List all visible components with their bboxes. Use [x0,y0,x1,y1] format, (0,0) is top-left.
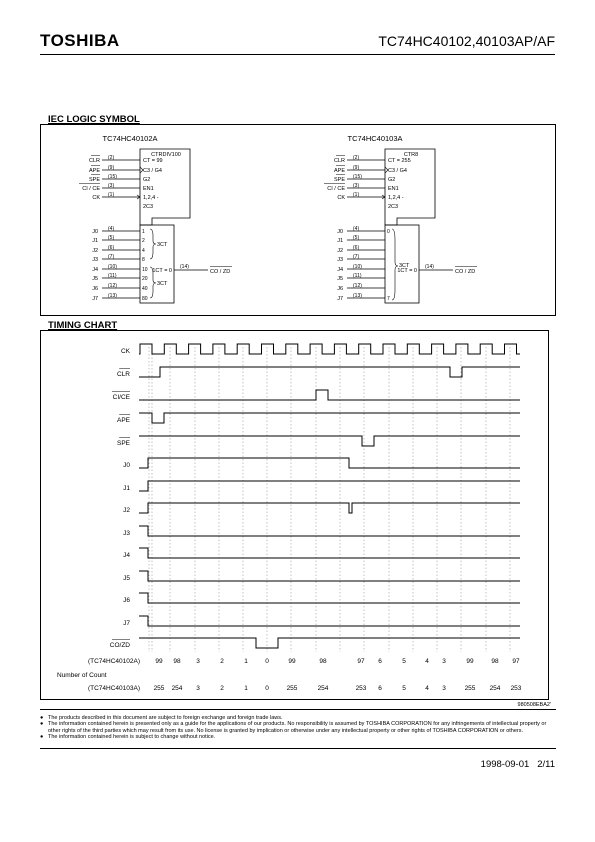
count-value-a: 1 [244,658,248,665]
count-value-b: 6 [378,685,382,692]
data-input-label: J0 [92,229,98,235]
signal-label: J7 [123,620,130,627]
count-value-a: 99 [155,658,163,665]
function-label: C3 / G4 [388,168,407,174]
pin-number: (2) [353,155,360,161]
count-value-b: 5 [402,685,406,692]
pin-number: (14) [425,264,434,270]
waveform-j2 [139,503,520,513]
count-value-b: 255 [464,685,476,692]
pin-number: (3) [353,183,360,189]
bit-weight: 80 [142,296,148,302]
count-value-b: 253 [355,685,367,692]
bit-weight: 40 [142,286,148,292]
function-label: CT = 99 [143,158,163,164]
bit-weight: 10 [142,267,148,273]
bit-weight: 8 [142,257,145,263]
signal-label: SPE [116,440,130,447]
pin-number: (4) [353,226,360,232]
function-label: EN1 [388,186,399,192]
waveform-spe [139,436,520,446]
count-value-a: 97 [512,658,520,665]
count-value-b: 254 [317,685,329,692]
function-label: 1,2,4 - [143,195,159,201]
function-label: EN1 [143,186,154,192]
pin-number: (10) [108,264,117,270]
bit-weight: 20 [142,276,148,282]
signal-label: CI / CE [82,186,100,192]
pin-number: (11) [108,273,117,279]
count-value-b: 1 [244,685,248,692]
device-name-b: TC74HC40103A [347,134,403,143]
count-value-a: 2 [220,658,224,665]
signal-label: J6 [123,597,130,604]
signal-label: J5 [123,575,130,582]
pin-number: (13) [108,293,117,299]
pin-number: (5) [108,235,115,241]
disclaimer-notes [40,709,556,749]
pin-number: (1) [353,192,360,198]
waveform-j1 [139,481,520,491]
bit-weight: 1 [142,229,145,235]
count-value-a: 99 [466,658,474,665]
function-label: G2 [143,177,151,183]
pin-number: (3) [108,183,115,189]
count-label-a: (TC74HC40102A) [87,658,140,665]
count-value-a: 97 [357,658,365,665]
footer-page: 2/11 [537,759,555,770]
group-label: 3CT [157,242,168,248]
function-label: 1,2,4 - [388,195,404,201]
bullet-icon: ● [40,721,44,728]
data-input-label: J3 [337,257,343,263]
signal-label: CLR [116,371,130,378]
waveform-co-zd [139,638,520,648]
count-value-a: 0 [265,658,269,665]
data-input-label: J7 [337,296,343,302]
pin-number: (6) [353,245,360,251]
data-input-label: J6 [92,286,98,292]
count-value-a: 3 [196,658,200,665]
bullet-icon: ● [40,733,44,740]
data-input-label: J5 [337,276,343,282]
data-input-label: J3 [92,257,98,263]
section-title-timing: TIMING CHART [48,320,118,331]
bit-weight: 4 [142,248,145,254]
function-label: G2 [388,177,396,183]
waveform-j4 [139,548,520,558]
count-value-a: 99 [288,658,296,665]
waveform-clr [139,367,520,377]
box-title-b: CTR8 [403,152,419,158]
signal-label: CK [92,195,100,201]
data-input-label: J2 [92,248,98,254]
count-value-b: 254 [171,685,183,692]
count-value-a: 6 [378,658,382,665]
output-condition: 1CT = 0 [397,268,417,274]
note-text: The products described in this document are subject to foreign exchange and foreign trade laws. [48,715,283,721]
note-text: The information contained herein is presented only as a guide for the applications of our products. No responsibility is assumed by TOSHIBA CORPORATION for any infringements of intellectual property or other rights of the third parties which may result from its use. No license is granted by implication or otherwise under any intellectual property or other rights of TOSHIBA CORPORATION or others. [48,721,547,734]
signal-label: CK [337,195,345,201]
count-value-b: 253 [510,685,522,692]
count-value-a: 4 [425,658,429,665]
bit-weight: 0 [387,229,390,235]
group-label: 3CT [157,281,168,287]
signal-label: CI/CE [112,394,130,401]
pin-number: (14) [180,264,189,270]
data-input-label: J7 [92,296,98,302]
count-value-b: 3 [442,685,446,692]
function-label: 2C3 [388,204,399,210]
pin-number: (11) [353,273,362,279]
output-label: CO / ZD [455,269,476,275]
pin-number: (12) [108,283,117,289]
function-label: 2C3 [143,204,154,210]
data-input-label: J6 [337,286,343,292]
footer-date-page [481,759,555,770]
bit-weight: 7 [387,296,390,302]
waveform-ck [139,344,520,354]
signal-label: APE [88,168,100,174]
signal-label: J0 [123,462,130,469]
output-label: CO / ZD [210,269,231,275]
signal-label: SPE [333,177,345,183]
count-value-b: 255 [286,685,298,692]
waveform-ape [139,413,520,423]
pin-number: (7) [108,254,115,260]
data-input-label: J1 [337,238,343,244]
waveform-j5 [139,571,520,581]
data-input-label: J4 [92,267,98,273]
toshiba-logo: TOSHIBA [40,31,120,50]
waveform-j0 [139,458,520,468]
pin-number: (1) [108,192,115,198]
pin-number: (13) [353,293,362,299]
data-input-label: J0 [337,229,343,235]
box-title-a: CTRDIV100 [151,152,181,158]
device-name-a: TC74HC40102A [102,134,158,143]
pin-number: (5) [353,235,360,241]
data-input-label: J1 [92,238,98,244]
signal-label: APE [116,417,130,424]
pin-number: (15) [353,174,362,180]
signal-label: APE [333,168,345,174]
signal-label: CO/ZD [109,642,130,649]
signal-label: J2 [123,507,130,514]
pin-number: (9) [353,165,360,171]
waveform-j6 [139,593,520,603]
signal-label: J4 [123,552,130,559]
bullet-icon: ● [40,715,44,721]
data-input-label: J5 [92,276,98,282]
data-input-label: J2 [337,248,343,254]
note-text: The information contained herein is subject to change without notice. [48,733,216,740]
count-value-a: 5 [402,658,406,665]
section-title-iec: IEC LOGIC SYMBOL [48,114,140,125]
signal-label: J1 [123,485,130,492]
signal-label: CLR [88,158,100,164]
note-item [40,721,556,734]
waveform-j7 [139,616,520,626]
count-value-b: 0 [265,685,269,692]
signal-label: CI / CE [327,186,345,192]
count-title: Number of Count [57,672,107,679]
note-item [40,734,556,740]
pin-number: (9) [108,165,115,171]
signal-label: CLR [333,158,345,164]
function-label: CT = 255 [388,158,411,164]
pin-number: (2) [108,155,115,161]
footer-date: 1998-09-01 [480,759,530,770]
count-value-b: 3 [196,685,200,692]
count-label-b: (TC74HC40103A) [87,685,140,692]
output-condition: 1CT = 0 [152,268,172,274]
count-value-a: 3 [442,658,446,665]
count-value-b: 4 [425,685,429,692]
pin-number: (7) [353,254,360,260]
function-label: C3 / G4 [143,168,162,174]
document-id: 980508EBA2' [517,702,551,708]
count-value-a: 98 [319,658,327,665]
group-label: 3CT [399,263,410,269]
signal-label: SPE [88,177,100,183]
count-value-b: 254 [489,685,501,692]
waveform-ci-ce [139,390,520,400]
part-number: TC74HC40102,40103AP/AF [378,33,555,49]
count-value-b: 2 [220,685,224,692]
pin-number: (12) [353,283,362,289]
count-value-b: 255 [153,685,165,692]
pin-number: (6) [108,245,115,251]
pin-number: (4) [108,226,115,232]
signal-label: CK [120,348,130,355]
count-value-a: 98 [491,658,499,665]
pin-number: (15) [108,174,117,180]
pin-number: (10) [353,264,362,270]
data-input-label: J4 [337,267,343,273]
count-value-a: 98 [173,658,181,665]
signal-label: J3 [123,530,130,537]
bit-weight: 2 [142,238,145,244]
waveform-j3 [139,526,520,536]
